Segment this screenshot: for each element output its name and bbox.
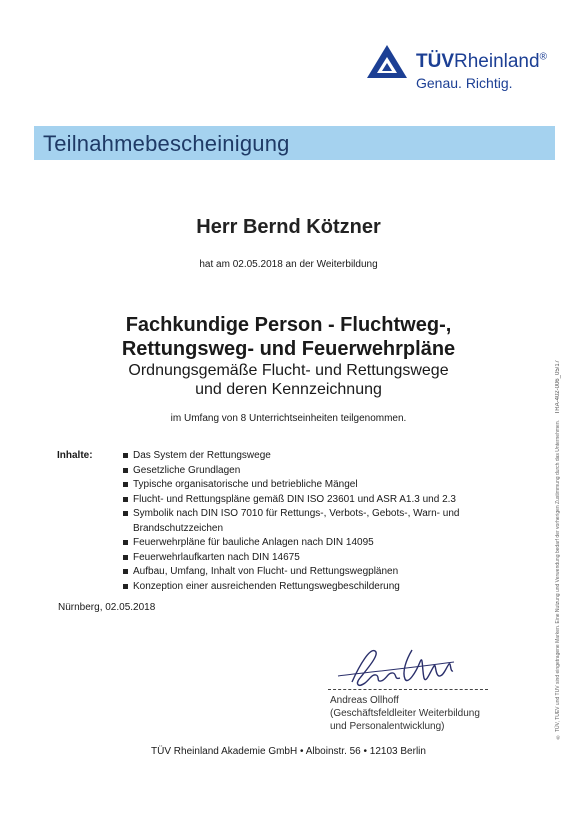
list-item: Das System der Rettungswege	[120, 449, 480, 464]
list-item: Symbolik nach DIN ISO 7010 für Rettungs-, Verbots-, Gebots-, Warn- und Brandschutzzeichen	[120, 507, 480, 536]
footer-address: TÜV Rheinland Akademie GmbH • Alboinstr. 56 • 12103 Berlin	[151, 746, 426, 757]
document-title: Teilnahmebescheinigung	[43, 131, 290, 156]
list-item: Gesetzliche Grundlagen	[120, 464, 480, 479]
tuv-rheinland-logo	[366, 42, 566, 92]
intro-text: hat am 02.05.2018 an der Weiterbildung	[199, 259, 378, 270]
place-date: Nürnberg, 02.05.2018	[58, 602, 156, 613]
course-title-line-2: Rettungsweg- und Feuerwehrpläne	[121, 338, 456, 360]
signature-line	[328, 689, 488, 690]
form-code: TRA-402-006_05/17	[555, 360, 561, 415]
list-item: Konzeption einer ausreichenden Rettungswegbeschilderung	[120, 580, 480, 595]
legal-notice: ® TÜV, TUEV und TUV sind eingetragene Marken. Eine Nutzung und Verwendung bedarf der vorherigen Zustimmung durch das Unternehmen.	[555, 420, 561, 740]
course-subtitle	[0, 361, 577, 399]
course-title	[0, 313, 577, 361]
scope-text: im Umfang von 8 Unterrichtseinheiten teilgenommen.	[170, 413, 407, 424]
signer-name: Andreas Ollhoff	[330, 695, 399, 706]
list-item: Flucht- und Rettungspläne gemäß DIN ISO 23601 und ASR A1.3 und 2.3	[120, 493, 480, 508]
list-item: Typische organisatorische und betriebliche Mängel	[120, 478, 480, 493]
contents-label: Inhalte:	[57, 450, 93, 461]
course-subtitle-line-1: Ordnungsgemäße Flucht- und Rettungswege	[128, 362, 449, 379]
list-item: Feuerwehrpläne für bauliche Anlagen nach DIN 14095	[120, 536, 480, 551]
contents-list	[120, 449, 480, 594]
participant-name: Herr Bernd Kötzner	[196, 216, 381, 238]
signer-block	[330, 694, 480, 733]
brand-name: TÜVRheinland®	[416, 51, 547, 72]
list-item: Feuerwehrlaufkarten nach DIN 14675	[120, 551, 480, 566]
title-band	[34, 126, 555, 160]
tuv-triangle-icon	[366, 44, 408, 80]
signer-role-line-1: (Geschäftsfeldleiter Weiterbildung	[330, 708, 480, 719]
list-item: Aufbau, Umfang, Inhalt von Flucht- und Rettungswegplänen	[120, 565, 480, 580]
side-notes	[555, 360, 569, 755]
course-subtitle-line-2: und deren Kennzeichnung	[195, 381, 382, 398]
brand-tagline: Genau. Richtig.	[416, 75, 513, 91]
signature-image	[330, 642, 460, 690]
signer-role-line-2: und Personalentwicklung)	[330, 721, 445, 732]
course-title-line-1: Fachkundige Person - Fluchtweg-,	[125, 314, 452, 336]
